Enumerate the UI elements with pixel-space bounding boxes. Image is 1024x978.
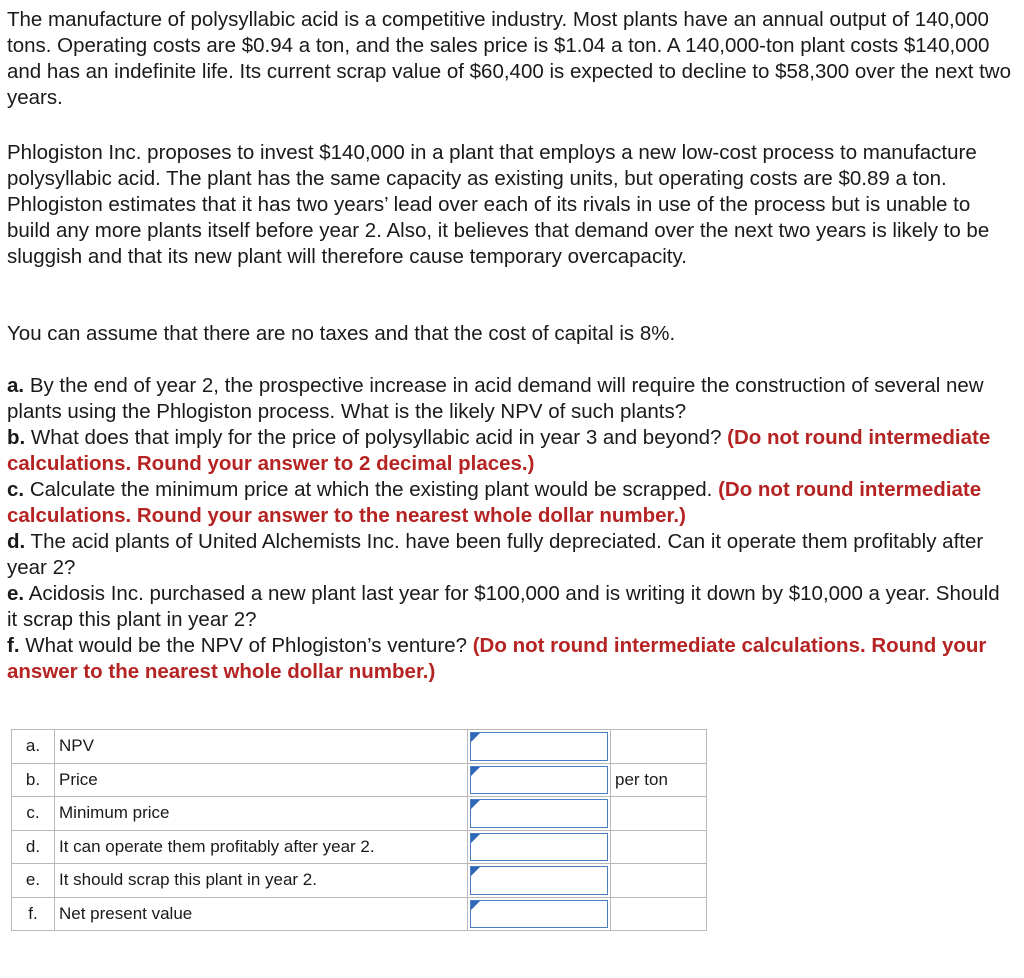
question-text: The acid plants of United Alchemists Inc. have been fully depreciated. Can it operate them profitably after year 2? (7, 530, 984, 579)
question-c (7, 477, 1012, 529)
row-letter: c. (12, 797, 55, 831)
answer-row-b (12, 763, 707, 797)
answer-table (11, 729, 707, 931)
row-letter: f. (12, 897, 55, 931)
question-text: What would be the NPV of Phlogiston’s venture? (25, 634, 468, 657)
row-label: Price (55, 763, 468, 797)
question-letter: c. (7, 478, 25, 501)
answer-row-f (12, 897, 707, 931)
minimum-price-input[interactable] (470, 799, 608, 828)
scrap-plant-select[interactable] (470, 866, 608, 895)
row-unit (611, 797, 707, 831)
row-letter: a. (12, 730, 55, 764)
answer-row-e (12, 864, 707, 898)
question-letter: d. (7, 530, 26, 553)
answer-row-d (12, 830, 707, 864)
question-e (7, 581, 1012, 633)
question-list (7, 373, 1012, 685)
row-unit (611, 864, 707, 898)
answer-row-a (12, 730, 707, 764)
question-f (7, 633, 1012, 685)
question-text: By the end of year 2, the prospective increase in acid demand will require the construction of several new plants using the Phlogiston process. What is the likely NPV of such plants? (7, 374, 984, 423)
row-label: It should scrap this plant in year 2. (55, 864, 468, 898)
question-letter: b. (7, 426, 26, 449)
row-label: Net present value (55, 897, 468, 931)
rounding-note: (Do not round intermediate calculations. Round your answer to the nearest whole dollar number.) (7, 634, 987, 683)
intro-paragraph-1: The manufacture of polysyllabic acid is a competitive industry. Most plants have an annual output of 140,000 tons. Operating costs are $0.94 a ton, and the sales price is $1.04 a ton. A 140,000-ton plant costs $140,000 and has an indefinite life. Its current scrap value of $60,400 is expected to decline to $58,300 over the next two years. (7, 8, 1011, 109)
npv-input[interactable] (470, 732, 608, 761)
row-unit (611, 830, 707, 864)
question-a (7, 373, 1012, 425)
row-unit: per ton (611, 763, 707, 797)
operate-profitably-select[interactable] (470, 833, 608, 862)
row-unit (611, 730, 707, 764)
net-present-value-input[interactable] (470, 900, 608, 929)
rounding-note: (Do not round intermediate calculations. Round your answer to 2 decimal places.) (7, 426, 991, 475)
question-text: Acidosis Inc. purchased a new plant last year for $100,000 and is writing it down by $10,000 a year. Should it scrap this plant in year 2? (7, 582, 1000, 631)
row-letter: e. (12, 864, 55, 898)
row-label: It can operate them profitably after year 2. (55, 830, 468, 864)
price-input[interactable] (470, 766, 608, 795)
intro-paragraph-2: Phlogiston Inc. proposes to invest $140,000 in a plant that employs a new low-cost process to manufacture polysyllabic acid. The plant has the same capacity as existing units, but operating costs are $0.89 a ton. Phlogiston estimates that it has two years’ lead over each of its rivals in use of the process but is unable to build any more plants itself before year 2. Also, it believes that demand over the next two years is likely to be sluggish and that its new plant will therefore cause temporary overcapacity. (7, 141, 990, 268)
row-letter: d. (12, 830, 55, 864)
row-letter: b. (12, 763, 55, 797)
row-label: NPV (55, 730, 468, 764)
answer-row-c (12, 797, 707, 831)
row-unit (611, 897, 707, 931)
question-text: What does that imply for the price of polysyllabic acid in year 3 and beyond? (30, 426, 722, 449)
question-letter: a. (7, 374, 25, 397)
question-b (7, 425, 1012, 477)
row-label: Minimum price (55, 797, 468, 831)
question-letter: f. (7, 634, 20, 657)
question-d (7, 529, 1012, 581)
question-text: Calculate the minimum price at which the existing plant would be scrapped. (29, 478, 713, 501)
question-letter: e. (7, 582, 25, 605)
rounding-note: (Do not round intermediate calculations. Round your answer to the nearest whole dollar number.) (7, 478, 982, 527)
intro-paragraph-3: You can assume that there are no taxes and that the cost of capital is 8%. (7, 322, 676, 345)
